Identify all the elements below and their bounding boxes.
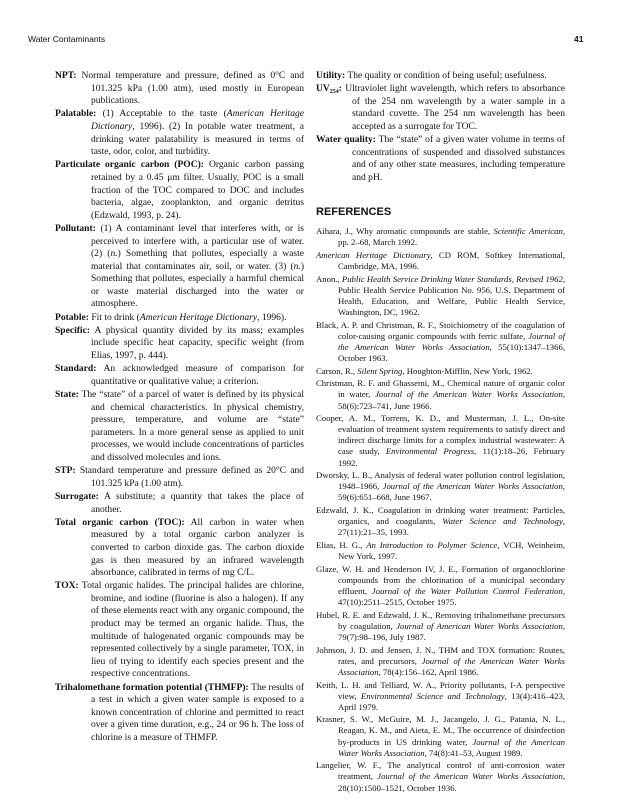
text-segment: All carbon in water when measured by a total organic carbon analyzer is converted to carbon dioxide gas. The carbon dioxide gas is then measured by an infrared wavelength absorbance, calibrated in terms of mg C/L. <box>91 516 304 579</box>
term-text: State: <box>55 389 79 400</box>
italic-segment: Journal of American Water Works Association <box>396 620 563 631</box>
glossary-right <box>316 70 565 185</box>
text-segment: Anon., <box>316 273 342 284</box>
text-segment: , 58(6):723–741, June 1966. <box>338 389 566 411</box>
italic-segment: Journal of the American Water Works Association <box>338 330 565 352</box>
italic-segment: Silent Spring <box>357 365 403 376</box>
text-segment: Cooper, A. M., Torrens, K. D., and Musterman, J. L., On-site evaluation of treatment system requirements to satisfy direct and indirect discharge limits for a complex industrial wastewater: A case study, <box>316 413 565 457</box>
text-segment: Hubel, R. E. and Edzwald, J. K., Removing trihalomethane precursors by coagulation, <box>316 609 565 631</box>
page-number: 41 <box>574 34 584 44</box>
italic-segment: American Heritage Dictionary <box>316 249 431 260</box>
glossary-term <box>55 159 204 170</box>
glossary-entry <box>55 580 304 681</box>
references-list <box>316 226 565 794</box>
italic-segment: Journal of the American Water Works Association <box>382 481 563 492</box>
term-text: Surrogate: <box>55 490 99 502</box>
text-segment: A substitute; a quantity that takes the place of another. <box>91 490 304 515</box>
text-segment: Black, A. P. and Christman, R. F., Stoichiometry of the coagulation of color-causing organic compounds with ferric sulfate, <box>316 319 565 341</box>
text-segment: ) Something that pollutes, especially a waste material that contaminates air, soil, or water. (3) ( <box>91 248 304 272</box>
glossary-term <box>55 580 79 591</box>
glossary-entry <box>316 83 565 133</box>
glossary-term <box>55 363 96 374</box>
reference-item <box>316 645 565 678</box>
glossary-entry <box>55 108 304 158</box>
glossary-entry <box>55 70 304 108</box>
glossary-term <box>55 312 89 323</box>
reference-item <box>316 505 565 538</box>
term-text: Standard: <box>55 363 97 375</box>
text-segment: An acknowledged measure of comparison for quantitative or qualitative value; a criterion. <box>91 363 304 387</box>
text-segment: Normal temperature and pressure, defined as 0°C and 101.325 kPa (1.00 atm), used mostly in European publications. <box>81 70 304 107</box>
text-segment: , 74(8):41–53, August 1989. <box>424 747 523 758</box>
term-text: Total organic carbon (TOC): <box>55 516 185 528</box>
glossary-term <box>55 223 96 234</box>
text-segment: The quality or condition of being useful; usefulness. <box>347 70 547 81</box>
text-segment: , 55(10):1347–1366, October 1963. <box>338 341 565 363</box>
text-segment: , 1996). <box>257 311 287 323</box>
text-segment: Organic carbon passing retained by a 0.45 μm filter. Usually, POC is a small fraction of the TOC compared to DOC and includes bacteria, algae, zooplankton, and organic detritus (Edzwald, 1993, p. 24). <box>91 159 305 221</box>
term-text: Water quality: <box>316 134 376 146</box>
text-segment: , 1996). (2) In potable water treatment, a drinking water palatability is measured in terms of taste, odor, color, and turbidity. <box>91 120 304 158</box>
reference-item <box>316 320 565 364</box>
reference-item <box>316 610 565 643</box>
term-text: STP: <box>55 465 76 477</box>
reference-item <box>316 226 565 248</box>
glossary-term <box>316 70 345 81</box>
glossary-term <box>55 325 90 336</box>
text-segment: , 27(11):21–35, 1993. <box>338 516 565 538</box>
text-segment: , 13(4):416–423, April 1979. <box>338 690 566 712</box>
text-segment: , VCH, Weinheim, New York, 1997. <box>338 540 565 562</box>
reference-item <box>316 540 565 562</box>
text-segment: , 11(1):18–26, February 1992. <box>338 446 565 468</box>
text-segment: The “state” of a parcel of water is defined by its physical and chemical characteristics. In physical chemistry, pressure, temperature, and volume are “state” parameters. In a more general sense as applied to unit processes, we would include concentrations of particles and dissolved molecules and ions. <box>81 389 304 463</box>
term-text: TOX: <box>55 580 79 592</box>
term-text: Specific: <box>55 324 90 336</box>
italic-segment: Public Health Service Drinking Water Standards, Revised 1962 <box>341 273 563 284</box>
italic-segment: American Heritage Dictionary <box>91 108 304 132</box>
glossary-term <box>55 491 99 502</box>
text-segment: The results of a test in which a given water sample is exposed to a known concentration of chlorine and permitted to react over a given time duration, e.g., 24 or 96 h. The loss of chlorine is a measure of THMFP. <box>91 681 305 743</box>
text-segment: Keith, L. H. and Telliard, W. A., Priority pollutants, I-A perspective view, <box>316 679 565 701</box>
italic-segment: n. <box>293 260 301 272</box>
text-segment: , 47(10):2511–2515, October 1975. <box>338 585 565 608</box>
glossary-term <box>55 517 185 528</box>
glossary-entry <box>55 491 304 516</box>
term-text: Palatable: <box>55 108 97 120</box>
italic-segment: Environmental Progress <box>385 446 475 457</box>
text-segment: Christman, R. F. and Ghassemi, M., Chemical nature of organic color in water, <box>316 378 565 400</box>
glossary-term <box>55 389 79 400</box>
reference-item <box>316 564 565 608</box>
reference-item <box>316 378 565 411</box>
text-segment: (1) Acceptable to the taste ( <box>102 108 227 120</box>
text-segment: , Houghton-Mifflin, New York, 1962. <box>402 365 533 376</box>
text-segment: , CD ROM, Softkey International, Cambridge, MA, 1996. <box>338 249 565 271</box>
glossary-entry <box>55 465 304 490</box>
italic-segment: Journal of the American Water Works Association <box>338 655 565 677</box>
text-segment: ) Something that pollutes, especially a harmful chemical or waste material discharged into the water or atmosphere. <box>91 260 304 310</box>
reference-item <box>316 366 565 377</box>
text-segment: (1) A contaminant level that interferes with, or is perceived to interfere with, a particular use of water. (2) ( <box>91 222 304 260</box>
text-segment: Ultraviolet light wavelength, which refers to absorbance of the 254 nm wavelength by a water sample in a standard cuvette. The 254 nm wavelength has been accepted as a surrogate for TOC. <box>345 83 566 132</box>
glossary-entry <box>55 517 304 580</box>
glossary-term <box>55 70 77 81</box>
italic-segment: Environmental Science and Technology <box>360 690 505 701</box>
term-text: Trihalomethane formation potential (THMFP): <box>55 681 249 693</box>
text-segment: , 78(4):156–162, April 1986. <box>378 666 479 677</box>
glossary-entry <box>55 325 304 363</box>
text-segment: Krasner, S. W., McGuire, M. J., Jacangelo, J. G., Patania, N. L., Reagan, K. M., and Aieta, E. M., The occurrence of disinfection by-products in US drinking water, <box>316 714 565 747</box>
glossary-entry <box>55 223 304 311</box>
italic-segment: American Heritage Dictionary <box>139 311 258 323</box>
reference-item <box>316 760 565 793</box>
italic-segment: Journal of the American Water Works Association <box>338 736 566 758</box>
reference-item <box>316 413 565 468</box>
term-tail: : <box>338 83 342 95</box>
reference-item <box>316 274 565 318</box>
glossary-term <box>55 108 96 119</box>
term-text: Utility: <box>316 70 346 81</box>
glossary-entry <box>55 159 304 222</box>
text-segment: Dworsky, L. B., Analysis of federal water pollution control legislation, 1948–1966, <box>316 470 565 492</box>
term-text: UV <box>316 83 330 95</box>
text-segment: Fit to drink ( <box>91 311 140 323</box>
glossary-left-column <box>55 70 304 745</box>
reference-item <box>316 680 565 713</box>
running-title: Water Contaminants <box>28 34 106 44</box>
text-segment: Edzwald, J. K., Coagulation in drinking water treatment: Particles, organics, and coagulants, <box>316 505 565 527</box>
text-segment: Carson, R., <box>316 365 358 376</box>
text-segment: Standard temperature and pressure defined as 20°C and 101.325 kPa (1.00 atm). <box>79 465 304 489</box>
glossary-term <box>55 465 76 476</box>
italic-segment: n. <box>110 248 118 260</box>
term-text: Particulate organic carbon (POC): <box>55 159 204 171</box>
text-segment: Total organic halides. The principal halides are chlorine, bromine, and iodine (fluorine is also a halogen). If any of these elements react with any organic compound, the product may be termed an organic halide. Thus, the multitude of halogenated organic compounds may be represented collectively by a single parameter, TOX, in lieu of trying to identify each species present and the respective concentrations. <box>81 580 304 680</box>
text-segment: , Public Health Service Publication No. 956, U.S. Department of Health, Education, and Welfare, Public Health Service, Washington, DC, 1962. <box>338 273 565 317</box>
term-text: NPT: <box>55 70 77 81</box>
italic-segment: An Introduction to Polymer Science <box>366 540 498 550</box>
text-segment: Elias, H. G., <box>316 540 367 550</box>
text-segment: , 59(6):651–668, June 1967. <box>338 481 566 503</box>
text-segment: The “state” of a given water volume in terms of concentrations of suspended and dissolved substances and of any other state measures, including temperature and pH. <box>352 134 565 183</box>
glossary-term <box>316 83 342 94</box>
term-text: Potable: <box>55 311 89 323</box>
text-segment: A physical quantity divided by its mass; examples include specific heat capacity, specific weight (from Elias, 1997, p. 444). <box>91 324 304 362</box>
text-segment: Glaze, W. H. and Henderson IV, J. E., Formation of organochlorine compounds from the chlorination of a municipal secondary effluent, <box>316 563 565 596</box>
italic-segment: Journal of the American Water Works Association <box>375 389 563 400</box>
text-segment: Aihara, J., Why aromatic compounds are stable, <box>316 226 494 237</box>
glossary-entry <box>316 70 565 83</box>
glossary-entry <box>55 312 304 325</box>
glossary-entry <box>55 363 304 388</box>
italic-segment: Journal of the American Water Works Association <box>377 771 563 782</box>
text-segment: , pp. 2–68, March 1992. <box>338 226 565 248</box>
glossary-entry <box>55 682 304 745</box>
right-column <box>316 70 565 795</box>
text-segment: Johnson, J. D. and Jensen, J. N., THM and TOX formation: Routes, rates, and precursors, <box>316 644 565 666</box>
reference-item <box>316 250 565 272</box>
glossary-term <box>316 134 376 145</box>
term-subscript: 254 <box>329 89 339 96</box>
term-text: Pollutant: <box>55 222 96 234</box>
text-segment: , 79(7):98–196, July 1987. <box>338 620 565 642</box>
text-segment: Langelier, W. F., The analytical control of anti-corrosion water treatment, <box>316 760 565 782</box>
italic-segment: Water Science and Technology <box>442 516 563 527</box>
italic-segment: Journal of the Water Pollution Control Federation <box>371 585 563 596</box>
reference-item <box>316 470 565 503</box>
reference-item <box>316 714 565 758</box>
italic-segment: Scientific American <box>493 226 563 237</box>
glossary-entry <box>316 134 565 184</box>
glossary-term <box>55 682 249 693</box>
text-segment: , 28(10):1500–1521, October 1936. <box>338 771 565 793</box>
glossary-entry <box>55 389 304 465</box>
references-heading: REFERENCES <box>316 205 392 218</box>
